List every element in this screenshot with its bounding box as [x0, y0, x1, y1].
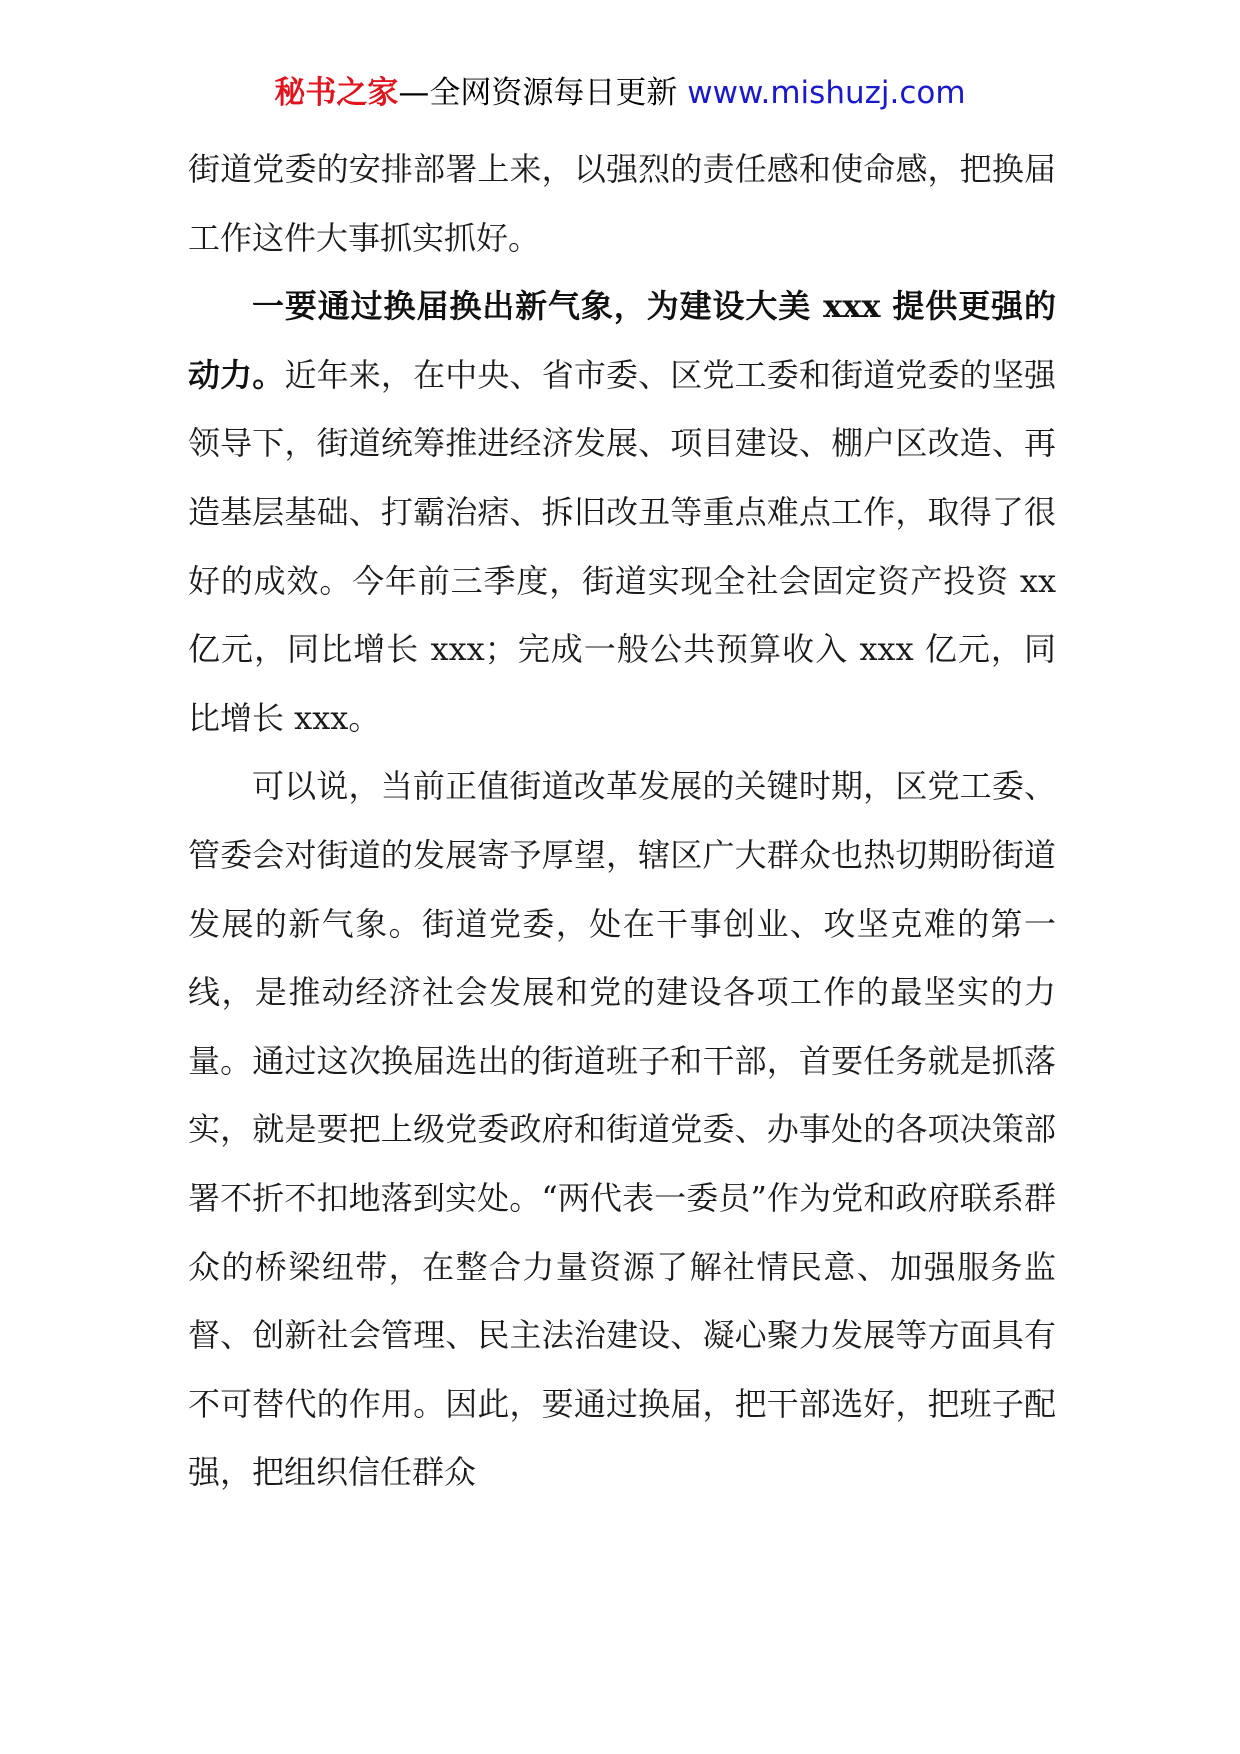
paragraph-continued: [188, 135, 1056, 272]
header-url-link[interactable]: www.mishuzj.com: [687, 75, 966, 111]
paragraph-text: 可以说，当前正值街道改革发展的关键时期，区党工委、管委会对街道的发展寄予厚望，辖区广大群众也热切期盼街道发展的新气象。街道党委，处在干事创业、攻坚克难的第一线，是推动经济社会发展和党的建设各项工作的最坚实的力量。通过这次换届选出的街道班子和干部，首要任务就是抓落实，就是要把上级党委政府和街道党委、办事处的各项决策部署不折不扣地落到实处。“两代表一委员”作为党和政府联系群众的桥梁纽带，在整合力量资源了解社情民意、加强服务监督、创新社会管理、民主法治建设、凝心聚力发展等方面具有不可替代的作用。因此，要通过换届，把干部选好，把班子配强，把组织信任群众: [188, 767, 1056, 1492]
header-brand: 秘书之家: [274, 75, 399, 111]
page-header: [0, 68, 1240, 118]
paragraph-analysis: [188, 752, 1056, 1507]
paragraph-point-one: [188, 272, 1056, 752]
paragraph-text: 街道党委的安排部署上来，以强烈的责任感和使命感，把换届工作这件大事抓实抓好。: [188, 150, 1056, 257]
paragraph-heading-bold: 一要通过换届换出新气象，为建设大美 xxx 提供更强的动力。: [188, 287, 1056, 394]
document-body: [188, 135, 1056, 1507]
header-slogan: —全网资源每日更新: [398, 75, 688, 111]
paragraph-text: 近年来，在中央、省市委、区党工委和街道党委的坚强领导下，街道统筹推进经济发展、项目建设、棚户区改造、再造基层基础、打霸治痞、拆旧改丑等重点难点工作，取得了很好的成效。今年前三季度，街道实现全社会固定资产投资 xx 亿元，同比增长 xxx；完成一般公共预算收入 xxx 亿元，同比增长 xxx。: [188, 355, 1056, 737]
